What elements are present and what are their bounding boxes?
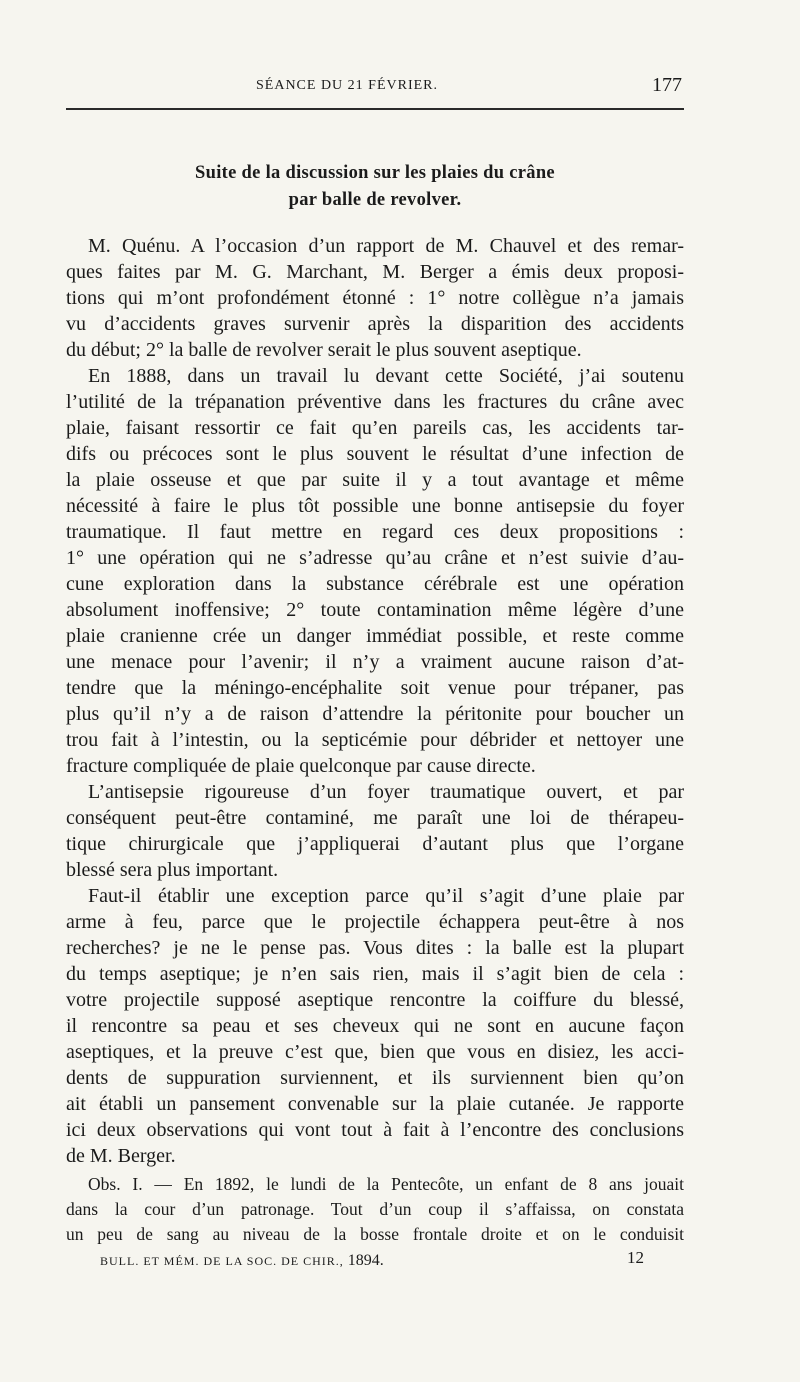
body-line: cune exploration dans la substance cérébrale est une opération bbox=[66, 573, 684, 595]
body-line: tions qui m’ont profondément étonné : 1° notre collègue n’a jamais bbox=[66, 287, 684, 309]
body-line: votre projectile supposé aseptique rencontre la coiffure du blessé, bbox=[66, 989, 684, 1011]
body-line: Faut-il établir une exception parce qu’il s’agit d’une plaie par bbox=[88, 885, 684, 907]
body-line: tique chirurgicale que j’appliquerai d’autant plus que l’organe bbox=[66, 833, 684, 855]
running-title: SÉANCE DU 21 FÉVRIER. bbox=[256, 78, 439, 93]
body-line: absolument inoffensive; 2° toute contamination même légère d’une bbox=[66, 599, 684, 621]
body-line: plaie cranienne crée un danger immédiat possible, et reste comme bbox=[66, 625, 684, 647]
book-page bbox=[66, 0, 684, 1382]
body-line: ques faites par M. G. Marchant, M. Berger a émis deux proposi- bbox=[66, 261, 684, 283]
body-line: En 1888, dans un travail lu devant cette Société, j’ai soutenu bbox=[88, 365, 684, 387]
header-rule bbox=[66, 108, 684, 110]
body-line: nécessité à faire le plus tôt possible une bonne antisepsie du foyer bbox=[66, 495, 684, 517]
body-line: ici deux observations qui vont tout à fait à l’encontre des conclusions bbox=[66, 1119, 684, 1141]
running-header bbox=[66, 74, 684, 102]
body-line: difs ou précoces sont le plus souvent le résultat d’une infection de bbox=[66, 443, 684, 465]
body-line: tendre que la méningo-encéphalite soit venue pour trépaner, pas bbox=[66, 677, 684, 699]
section-title bbox=[66, 160, 684, 214]
body-line: arme à feu, parce que le projectile échappera peut-être à nos bbox=[66, 911, 684, 933]
page-footer bbox=[66, 1248, 684, 1270]
section-title-line-1: Suite de la discussion sur les plaies du crâne bbox=[195, 163, 555, 183]
body-line: fracture compliquée de plaie quelconque par cause directe. bbox=[66, 755, 536, 777]
body-line: dents de suppuration surviennent, et ils surviennent bien qu’on bbox=[66, 1067, 684, 1089]
body-line: conséquent peut-être contaminé, me paraît une loi de thérapeu- bbox=[66, 807, 684, 829]
signature-mark: 12 bbox=[627, 1248, 644, 1267]
body-line: traumatique. Il faut mettre en regard ces deux propositions : bbox=[66, 521, 684, 543]
body-line: plaie, faisant ressortir ce fait qu’en pareils cas, les accidents tar- bbox=[66, 417, 684, 439]
body-line: aseptiques, et la preuve c’est que, bien que vous en disiez, les acci- bbox=[66, 1041, 684, 1063]
body-line: il rencontre sa peau et ses cheveux qui ne sont en aucune façon bbox=[66, 1015, 684, 1037]
obs-line: un peu de sang au niveau de la bosse frontale droite et on le conduisit bbox=[66, 1224, 684, 1244]
obs-line: dans la cour d’un patronage. Tout d’un coup il s’affaissa, on constata bbox=[66, 1199, 684, 1219]
section-title-line-2: par balle de revolver. bbox=[288, 190, 462, 210]
body-line: du temps aseptique; je n’en sais rien, mais il s’agit bien de cela : bbox=[66, 963, 684, 985]
body-line: trou fait à l’intestin, ou la septicémie pour débrider et nettoyer une bbox=[66, 729, 684, 751]
body-line: 1° une opération qui ne s’adresse qu’au crâne et n’est suivie d’au- bbox=[66, 547, 684, 569]
body-line: l’utilité de la trépanation préventive dans les fractures du crâne avec bbox=[66, 391, 684, 413]
body-line: du début; 2° la balle de revolver serait le plus souvent aseptique. bbox=[66, 339, 582, 361]
journal-name: BULL. ET MÉM. DE LA SOC. DE CHIR., bbox=[100, 1254, 344, 1268]
body-line: ait établi un pansement convenable sur la plaie cutanée. Je rapporte bbox=[66, 1093, 684, 1115]
journal-reference bbox=[100, 1252, 384, 1270]
page-number: 177 bbox=[652, 74, 682, 96]
body-line: vu d’accidents graves survenir après la disparition des accidents bbox=[66, 313, 684, 335]
body-line: une menace pour l’avenir; il n’y a vraiment aucune raison d’at- bbox=[66, 651, 684, 673]
body-line: plus qu’il n’y a de raison d’attendre la péritonite pour boucher un bbox=[66, 703, 684, 725]
journal-year: 1894. bbox=[347, 1252, 384, 1269]
obs-line: Obs. I. — En 1892, le lundi de la Pentecôte, un enfant de 8 ans jouait bbox=[88, 1174, 684, 1194]
body-line: de M. Berger. bbox=[66, 1145, 176, 1167]
observation-paragraph bbox=[66, 1172, 684, 1247]
body-line: M. Quénu. A l’occasion d’un rapport de M. Chauvel et des remar- bbox=[88, 235, 684, 257]
body-line: blessé sera plus important. bbox=[66, 859, 279, 881]
body-line: L’antisepsie rigoureuse d’un foyer traumatique ouvert, et par bbox=[88, 781, 684, 803]
body-line: la plaie osseuse et que par suite il y a tout avantage et même bbox=[66, 469, 684, 491]
body-text bbox=[66, 233, 684, 1169]
body-line: recherches? je ne le pense pas. Vous dites : la balle est la plupart bbox=[66, 937, 684, 959]
